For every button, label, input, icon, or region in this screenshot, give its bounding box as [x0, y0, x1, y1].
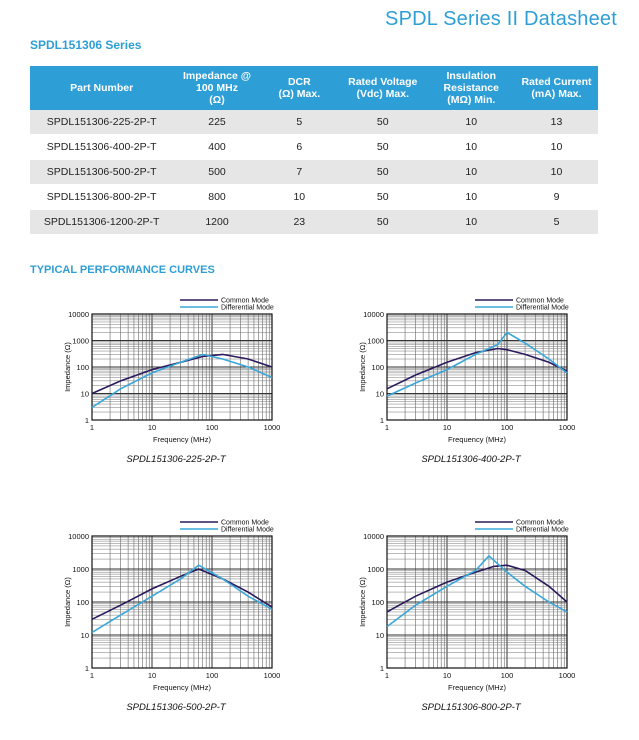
- y-tick-label: 100: [371, 363, 384, 372]
- x-tick-label: 1000: [263, 423, 281, 432]
- x-axis-label: Frequency (MHz): [153, 435, 211, 444]
- column-header-rated-voltage: Rated Voltage (Vdc) Max.: [338, 66, 428, 110]
- x-tick-label: 100: [205, 671, 219, 680]
- x-tick-label: 1000: [558, 671, 576, 680]
- x-axis-label: Frequency (MHz): [448, 435, 506, 444]
- common-mode-line: [92, 354, 272, 393]
- x-axis-label: Frequency (MHz): [153, 683, 211, 692]
- y-axis-label: Impedance (Ω): [63, 577, 72, 627]
- x-tick-label: 1: [384, 671, 390, 680]
- x-tick-label: 1: [89, 423, 95, 432]
- x-tick-label: 1: [89, 671, 95, 680]
- legend-label: Common Mode: [516, 519, 564, 527]
- y-tick-label: 1000: [367, 565, 384, 574]
- document-title: SPDL Series II Datasheet: [385, 8, 617, 30]
- x-tick-label: 100: [500, 423, 514, 432]
- cell-impedance: 500: [173, 160, 260, 185]
- chart-caption: SPDL151306-500-2P-T: [126, 702, 226, 713]
- cell-rated-current: 9: [515, 185, 598, 210]
- y-tick-label: 10: [80, 631, 89, 640]
- legend-label: Differential Mode: [221, 526, 274, 534]
- cell-impedance: 400: [173, 135, 260, 160]
- cell-rated-voltage: 50: [338, 160, 428, 185]
- y-axis-label: Impedance (Ω): [358, 577, 367, 627]
- y-tick-label: 10000: [68, 310, 89, 319]
- column-header-part-number: Part Number: [30, 66, 173, 110]
- cell-insulation-resistance: 10: [428, 110, 515, 135]
- differential-mode-line: [387, 556, 567, 627]
- cell-insulation-resistance: 10: [428, 185, 515, 210]
- y-tick-label: 10000: [68, 532, 89, 541]
- x-tick-label: 1000: [263, 671, 281, 680]
- chart-caption: SPDL151306-225-2P-T: [126, 454, 226, 465]
- cell-dcr: 5: [261, 110, 338, 135]
- legend-label: Common Mode: [516, 297, 564, 305]
- cell-rated-voltage: 50: [338, 135, 428, 160]
- cell-rated-current: 5: [515, 210, 598, 235]
- cell-part-number: SPDL151306-800-2P-T: [30, 185, 173, 210]
- x-tick-label: 10: [442, 671, 452, 680]
- y-tick-label: 10: [375, 389, 384, 399]
- cell-part-number: SPDL151306-1200-2P-T: [30, 210, 173, 235]
- y-tick-label: 100: [76, 363, 89, 372]
- cell-rated-current: 13: [515, 110, 598, 135]
- cell-impedance: 800: [173, 185, 260, 210]
- y-tick-label: 100: [76, 598, 89, 607]
- performance-curves-title: TYPICAL PERFORMANCE CURVES: [30, 264, 215, 276]
- cell-part-number: SPDL151306-500-2P-T: [30, 160, 173, 185]
- column-header-rated-current: Rated Current (mA) Max.: [515, 66, 598, 110]
- cell-insulation-resistance: 10: [428, 160, 515, 185]
- chart-caption: SPDL151306-400-2P-T: [421, 454, 521, 465]
- y-tick-label: 1: [84, 416, 89, 425]
- cell-part-number: SPDL151306-225-2P-T: [30, 110, 173, 135]
- legend-label: Differential Mode: [516, 526, 569, 534]
- y-tick-label: 100: [371, 598, 384, 607]
- x-axis-label: Frequency (MHz): [448, 683, 506, 692]
- y-axis-label: Impedance (Ω): [358, 342, 367, 392]
- cell-insulation-resistance: 10: [428, 135, 515, 160]
- x-tick-label: 10: [442, 423, 452, 432]
- legend-label: Differential Mode: [221, 304, 274, 312]
- chart-caption: SPDL151306-800-2P-T: [421, 702, 521, 713]
- legend-label: Common Mode: [221, 519, 269, 527]
- x-tick-label: 10: [147, 671, 157, 680]
- y-tick-label: 1: [379, 416, 384, 425]
- y-tick-label: 10000: [363, 532, 384, 541]
- cell-rated-current: 10: [515, 160, 598, 185]
- x-tick-label: 100: [500, 671, 514, 680]
- cell-rated-voltage: 50: [338, 185, 428, 210]
- y-tick-label: 1: [84, 664, 89, 673]
- legend-label: Differential Mode: [516, 304, 569, 312]
- cell-rated-voltage: 50: [338, 110, 428, 135]
- column-header-impedance: Impedance @ 100 MHz (Ω): [173, 66, 260, 110]
- y-tick-label: 1: [379, 664, 384, 673]
- cell-insulation-resistance: 10: [428, 210, 515, 235]
- x-tick-label: 1000: [558, 423, 576, 432]
- x-tick-label: 10: [147, 423, 157, 432]
- y-tick-label: 10: [375, 631, 384, 640]
- cell-dcr: 10: [261, 185, 338, 210]
- column-header-insulation-resistance: Insulation Resistance (MΩ) Min.: [428, 66, 515, 110]
- y-tick-label: 10000: [363, 310, 384, 319]
- legend-label: Common Mode: [221, 297, 269, 305]
- cell-rated-current: 10: [515, 135, 598, 160]
- cell-part-number: SPDL151306-400-2P-T: [30, 135, 173, 160]
- y-tick-label: 1000: [72, 565, 89, 574]
- differential-mode-line: [387, 333, 567, 397]
- column-header-dcr: DCR (Ω) Max.: [261, 66, 338, 110]
- cell-dcr: 7: [261, 160, 338, 185]
- x-tick-label: 1: [384, 423, 390, 432]
- cell-dcr: 6: [261, 135, 338, 160]
- cell-impedance: 225: [173, 110, 260, 135]
- cell-impedance: 1200: [173, 210, 260, 235]
- cell-dcr: 23: [261, 210, 338, 235]
- y-axis-label: Impedance (Ω): [63, 342, 72, 392]
- x-tick-label: 100: [205, 423, 219, 432]
- y-tick-label: 10: [80, 389, 89, 399]
- series-title: SPDL151306 Series: [30, 38, 142, 52]
- cell-rated-voltage: 50: [338, 210, 428, 235]
- y-tick-label: 1000: [367, 336, 384, 346]
- y-tick-label: 1000: [72, 336, 89, 346]
